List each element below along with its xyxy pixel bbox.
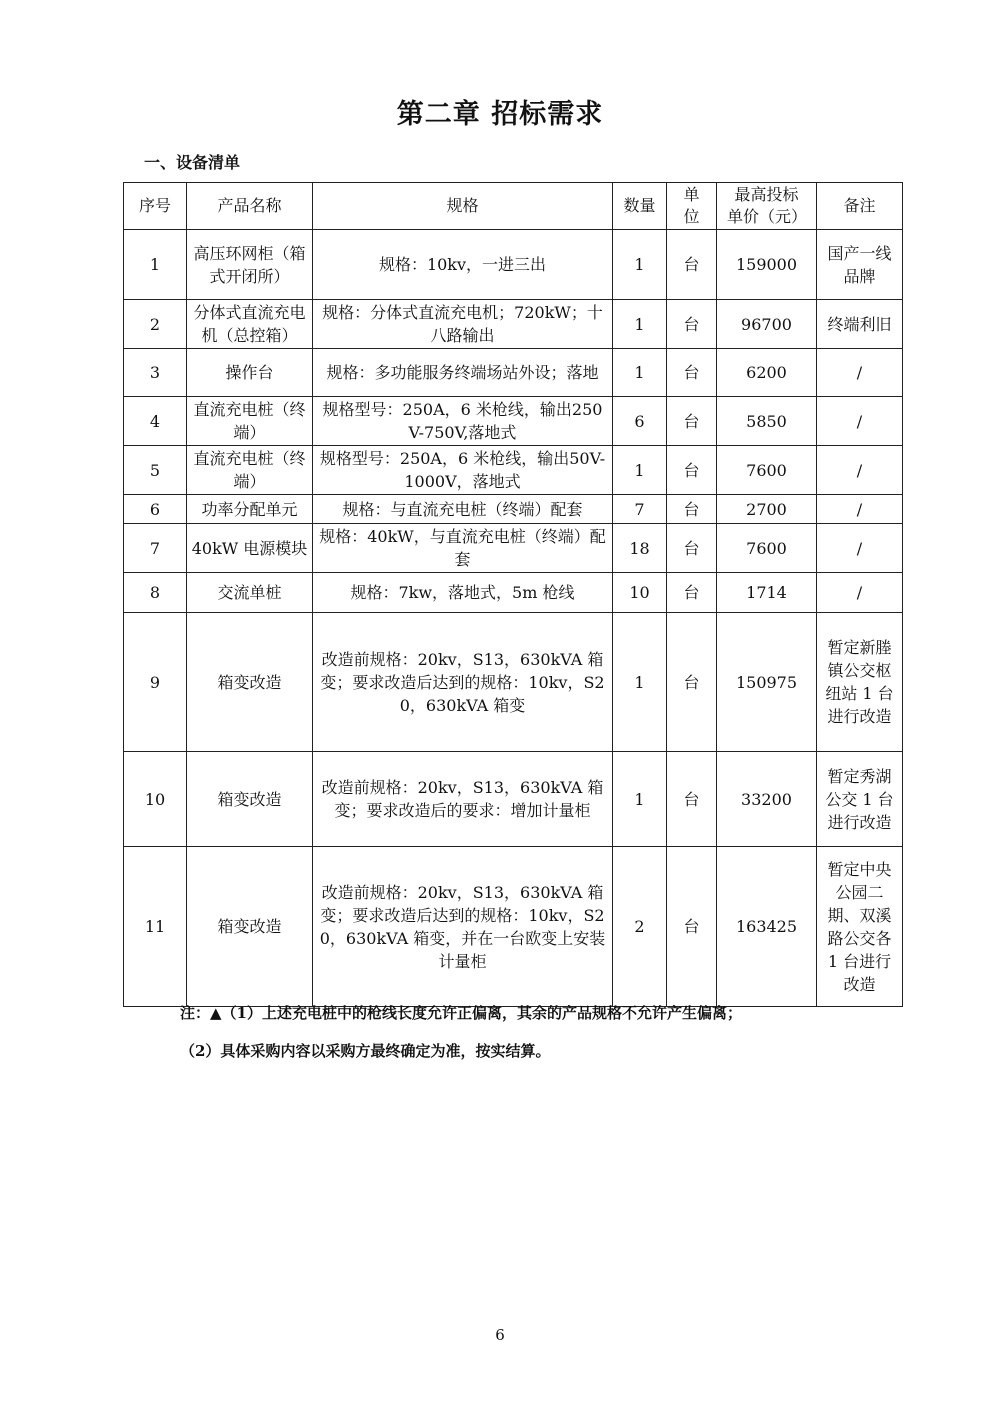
cell-qty: 1 [613,349,667,397]
table-row [124,397,903,446]
cell-spec: 改造前规格：20kv，S13，630kVA 箱变；要求改造后达到的规格：10kv，S20，630kVA 箱变 [313,613,613,752]
cell-unit: 台 [667,613,717,752]
table-header-row [124,183,903,230]
cell-note: / [817,446,903,495]
cell-unit: 台 [667,300,717,349]
cell-note: / [817,495,903,524]
cell-no: 6 [124,495,187,524]
cell-spec: 规格：10kv，一进三出 [313,230,613,300]
cell-price: 7600 [717,524,817,573]
cell-no: 11 [124,847,187,1007]
cell-name: 分体式直流充电机（总控箱） [187,300,313,349]
cell-no: 2 [124,300,187,349]
header-unit: 单位 [667,183,717,230]
cell-price: 1714 [717,573,817,613]
header-price: 最高投标单价（元） [717,183,817,230]
cell-note: 暂定新塍镇公交枢纽站 1 台进行改造 [817,613,903,752]
cell-note: 暂定中央公园二期、双溪路公交各 1 台进行改造 [817,847,903,1007]
cell-unit: 台 [667,847,717,1007]
cell-qty: 1 [613,613,667,752]
cell-no: 4 [124,397,187,446]
cell-name: 40kW 电源模块 [187,524,313,573]
cell-note: 暂定秀湖公交 1 台进行改造 [817,752,903,847]
cell-price: 6200 [717,349,817,397]
cell-no: 3 [124,349,187,397]
cell-unit: 台 [667,752,717,847]
cell-no: 10 [124,752,187,847]
cell-note: 终端利旧 [817,300,903,349]
notes-block [180,1002,742,1078]
table-row [124,495,903,524]
table-row [124,300,903,349]
cell-qty: 1 [613,752,667,847]
cell-no: 1 [124,230,187,300]
cell-name: 箱变改造 [187,613,313,752]
cell-note: 国产一线品牌 [817,230,903,300]
cell-qty: 6 [613,397,667,446]
cell-name: 直流充电桩（终端） [187,397,313,446]
cell-qty: 18 [613,524,667,573]
page-title: 第二章 招标需求 [396,99,604,130]
cell-name: 功率分配单元 [187,495,313,524]
cell-name: 交流单桩 [187,573,313,613]
header-spec: 规格 [313,183,613,230]
cell-no: 5 [124,446,187,495]
cell-price: 7600 [717,446,817,495]
cell-qty: 2 [613,847,667,1007]
cell-spec: 改造前规格：20kv，S13，630kVA 箱变；要求改造后达到的规格：10kv，S20，630kVA 箱变，并在一台欧变上安装计量柜 [313,847,613,1007]
cell-note: / [817,573,903,613]
cell-qty: 1 [613,446,667,495]
cell-spec: 规格：40kW，与直流充电桩（终端）配套 [313,524,613,573]
cell-spec: 规格：分体式直流充电机；720kW；十八路输出 [313,300,613,349]
page-number: 6 [495,1326,505,1344]
cell-unit: 台 [667,495,717,524]
cell-qty: 1 [613,300,667,349]
cell-qty: 7 [613,495,667,524]
cell-spec: 规格型号：250A，6 米枪线，输出250V-750V,落地式 [313,397,613,446]
cell-name: 箱变改造 [187,752,313,847]
cell-unit: 台 [667,573,717,613]
header-note: 备注 [817,183,903,230]
header-no: 序号 [124,183,187,230]
cell-spec: 规格型号：250A，6 米枪线，输出50V-1000V，落地式 [313,446,613,495]
cell-unit: 台 [667,446,717,495]
table-row [124,230,903,300]
cell-unit: 台 [667,524,717,573]
cell-unit: 台 [667,397,717,446]
cell-name: 操作台 [187,349,313,397]
note-line-2: （2）具体采购内容以采购方最终确定为准，按实结算。 [180,1042,551,1060]
cell-qty: 1 [613,230,667,300]
table-row [124,752,903,847]
cell-no: 8 [124,573,187,613]
header-name: 产品名称 [187,183,313,230]
cell-note: / [817,524,903,573]
cell-price: 150975 [717,613,817,752]
note-line-1: 注：▲（1）上述充电桩中的枪线长度允许正偏离，其余的产品规格不允许产生偏离； [180,1004,742,1022]
cell-spec: 规格：7kw，落地式，5m 枪线 [313,573,613,613]
cell-spec: 改造前规格：20kv，S13，630kVA 箱变；要求改造后的要求：增加计量柜 [313,752,613,847]
table-row [124,524,903,573]
cell-name: 直流充电桩（终端） [187,446,313,495]
table-row [124,573,903,613]
table-row [124,847,903,1007]
cell-price: 33200 [717,752,817,847]
table-row [124,446,903,495]
cell-price: 2700 [717,495,817,524]
cell-spec: 规格：多功能服务终端场站外设；落地 [313,349,613,397]
cell-price: 163425 [717,847,817,1007]
table-row [124,613,903,752]
cell-name: 高压环网柜（箱式开闭所） [187,230,313,300]
cell-unit: 台 [667,230,717,300]
equipment-table [123,182,903,1007]
cell-spec: 规格：与直流充电桩（终端）配套 [313,495,613,524]
cell-unit: 台 [667,349,717,397]
cell-no: 7 [124,524,187,573]
section-heading: 一、设备清单 [144,153,241,172]
cell-price: 159000 [717,230,817,300]
cell-name: 箱变改造 [187,847,313,1007]
cell-price: 5850 [717,397,817,446]
cell-note: / [817,397,903,446]
cell-note: / [817,349,903,397]
cell-no: 9 [124,613,187,752]
header-qty: 数量 [613,183,667,230]
cell-qty: 10 [613,573,667,613]
cell-price: 96700 [717,300,817,349]
table-row [124,349,903,397]
